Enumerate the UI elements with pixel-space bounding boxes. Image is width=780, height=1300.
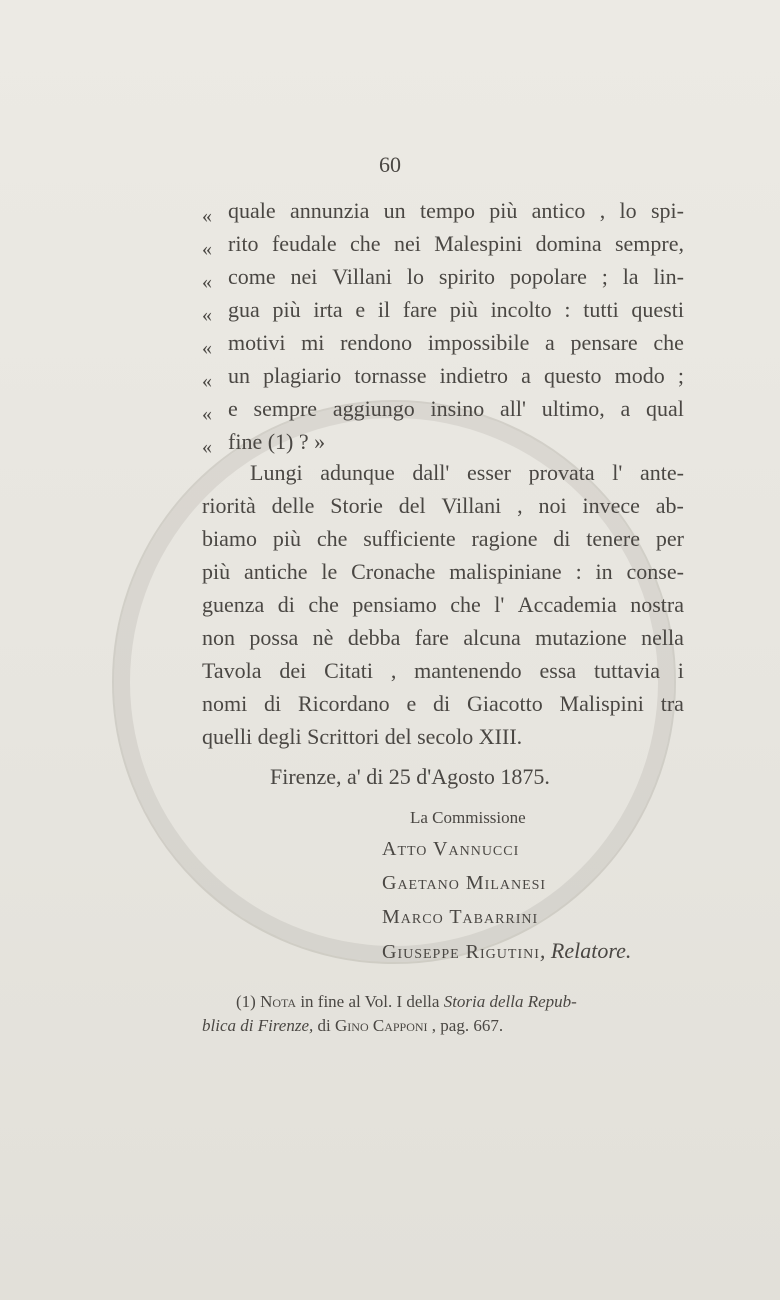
word: mi [301,330,325,355]
quote-mark: « [202,238,212,260]
word: pensare [570,330,638,355]
word: indietro [439,363,509,388]
word: rendono [340,330,413,355]
word: debba [347,625,401,650]
text-line [228,332,684,354]
word: questo [544,363,602,388]
word: più [272,297,301,322]
quote-mark: « [202,304,212,326]
word: annunzia [289,198,370,223]
word: nei [290,264,318,289]
word: e [406,691,417,716]
footnote-text: , pag. 667. [427,1016,504,1035]
word: popolare [509,264,587,289]
word: i [677,658,684,683]
text-line [228,365,684,387]
word: Malespini [434,231,523,256]
word: incolto [490,297,552,322]
word: a [545,330,555,355]
word: impossibile [427,330,530,355]
text-line [202,693,684,715]
word: , [599,198,606,223]
word: a [521,363,531,388]
word: nomi [202,691,248,716]
word: tenere [586,526,640,551]
dateline: Firenze, a' di 25 d'Agosto 1875. [270,764,550,789]
text-line [202,660,684,682]
word: e [355,297,366,322]
word: un [383,198,406,223]
word: motivi [228,330,286,355]
word: fare [402,297,437,322]
text-line: fine (1) ? » [228,429,326,454]
word: che [653,330,684,355]
quote-mark: « [202,436,212,458]
word: tutti [583,297,619,322]
word: l' [494,592,505,617]
word: malispiniane [449,559,562,584]
footnote-text: di [313,1016,335,1035]
word: di [553,526,571,551]
word: ab- [655,493,684,518]
word: pensiamo [352,592,437,617]
quote-mark: « [202,403,212,425]
text-line [202,627,684,649]
word: antiche [243,559,308,584]
word: tornasse [354,363,427,388]
word: Citati [324,658,373,683]
word: dei [279,658,307,683]
word: provata [528,460,595,485]
word: possa [249,625,299,650]
word: noi [538,493,567,518]
word: Villani [332,264,393,289]
word: ultimo, [541,396,605,421]
word: ; [677,363,684,388]
signatory-name: Giuseppe Rigutini [382,941,540,963]
footnote-author: Gino Capponi [335,1016,428,1035]
word: per [655,526,684,551]
word: , [517,493,523,518]
word: dall' [412,460,450,485]
word: irta [313,297,343,322]
word: nella [641,625,684,650]
word: più [489,198,518,223]
word: un [228,363,250,388]
word: questi [631,297,684,322]
relatore-label: , Relatore. [539,938,632,963]
word: più [449,297,478,322]
word: Cronache [351,559,436,584]
word: ; [601,264,608,289]
word: all' [500,396,526,421]
footnote-title: blica di Firenze, [202,1016,314,1035]
word: Malispini [559,691,644,716]
quote-mark: « [202,205,212,227]
word: Storie [330,493,383,518]
word: ragione [471,526,538,551]
word: alcuna [463,625,521,650]
word: di [433,691,451,716]
word: Villani [441,493,502,518]
word: riorità [202,493,256,518]
footnote-nota: Nota [260,992,297,1011]
signatory: Atto Vannucci [382,838,520,860]
word: tempo [419,198,475,223]
word: biamo [202,526,257,551]
word: in [595,559,613,584]
word: tuttavia [593,658,660,683]
word: di [264,691,282,716]
word: guenza [202,592,265,617]
text-line [228,299,684,321]
word: invece [582,493,640,518]
word: spi- [650,198,684,223]
word: che [350,231,381,256]
word: plagiario [263,363,342,388]
word: insino [430,396,485,421]
word: sempre [253,396,318,421]
word: Ricordano [297,691,390,716]
footnote-text: in fine al Vol. I della [296,992,444,1011]
word: più [202,559,231,584]
word: adunque [320,460,395,485]
page-number: 60 [379,152,401,177]
word: a [620,396,631,421]
word: delle [271,493,315,518]
word: Accademia [517,592,617,617]
word: sempre, [614,231,684,256]
word: rito [228,231,259,256]
word: l' [612,460,623,485]
word: la [622,264,639,289]
word: modo [614,363,665,388]
word: nostra [630,592,684,617]
word: di [277,592,295,617]
word: lo [619,198,637,223]
text-line [228,266,684,288]
word: conse- [626,559,684,584]
committee-label: La Commissione [410,808,526,827]
text-line [202,528,684,550]
signatory: Gaetano Milanesi [382,872,547,894]
word: quale [228,198,276,223]
text-line [202,495,684,517]
word: esser [467,460,511,485]
word: sufficiente [363,526,456,551]
word: mutazione [535,625,627,650]
word: e [228,396,238,421]
word: : [575,559,582,584]
word: essa [539,658,577,683]
word: che [316,526,348,551]
word: ante- [640,460,684,485]
text-line [202,594,684,616]
word: Tavola [202,658,262,683]
quote-mark: « [202,337,212,359]
word: come [228,264,276,289]
word: lin- [653,264,684,289]
footnote-title: Storia della Repub- [443,992,577,1011]
text-line [250,462,684,484]
word: domina [535,231,602,256]
text-line [228,233,684,255]
word: che [450,592,481,617]
word: non [202,625,235,650]
word: qual [646,396,684,421]
footnote-marker: (1) [236,992,256,1011]
footnote-line [202,1016,503,1036]
word: del [398,493,426,518]
signatory: Marco Tabarrini [382,906,539,928]
word: tra [660,691,684,716]
word: feudale [271,231,337,256]
word: nè [312,625,334,650]
word: le [321,559,338,584]
word: il [377,297,391,322]
word: antico [531,198,586,223]
quote-mark: « [202,370,212,392]
word: più [272,526,301,551]
word: fare [414,625,449,650]
quote-mark: « [202,271,212,293]
word: aggiungo [332,396,415,421]
text-line: quelli degli Scrittori del secolo XIII. [202,724,523,749]
word: gua [228,297,260,322]
word: , [390,658,397,683]
word: mantenendo [414,658,522,683]
word: nei [393,231,421,256]
word: spirito [438,264,496,289]
word: Giacotto [466,691,543,716]
word: Lungi [250,460,303,485]
word: : [564,297,571,322]
footnote-line [236,992,577,1012]
word: che [308,592,339,617]
text-line [228,200,684,222]
word: lo [406,264,424,289]
text-line [228,398,684,420]
text-line [202,561,684,583]
signatory [382,938,631,964]
